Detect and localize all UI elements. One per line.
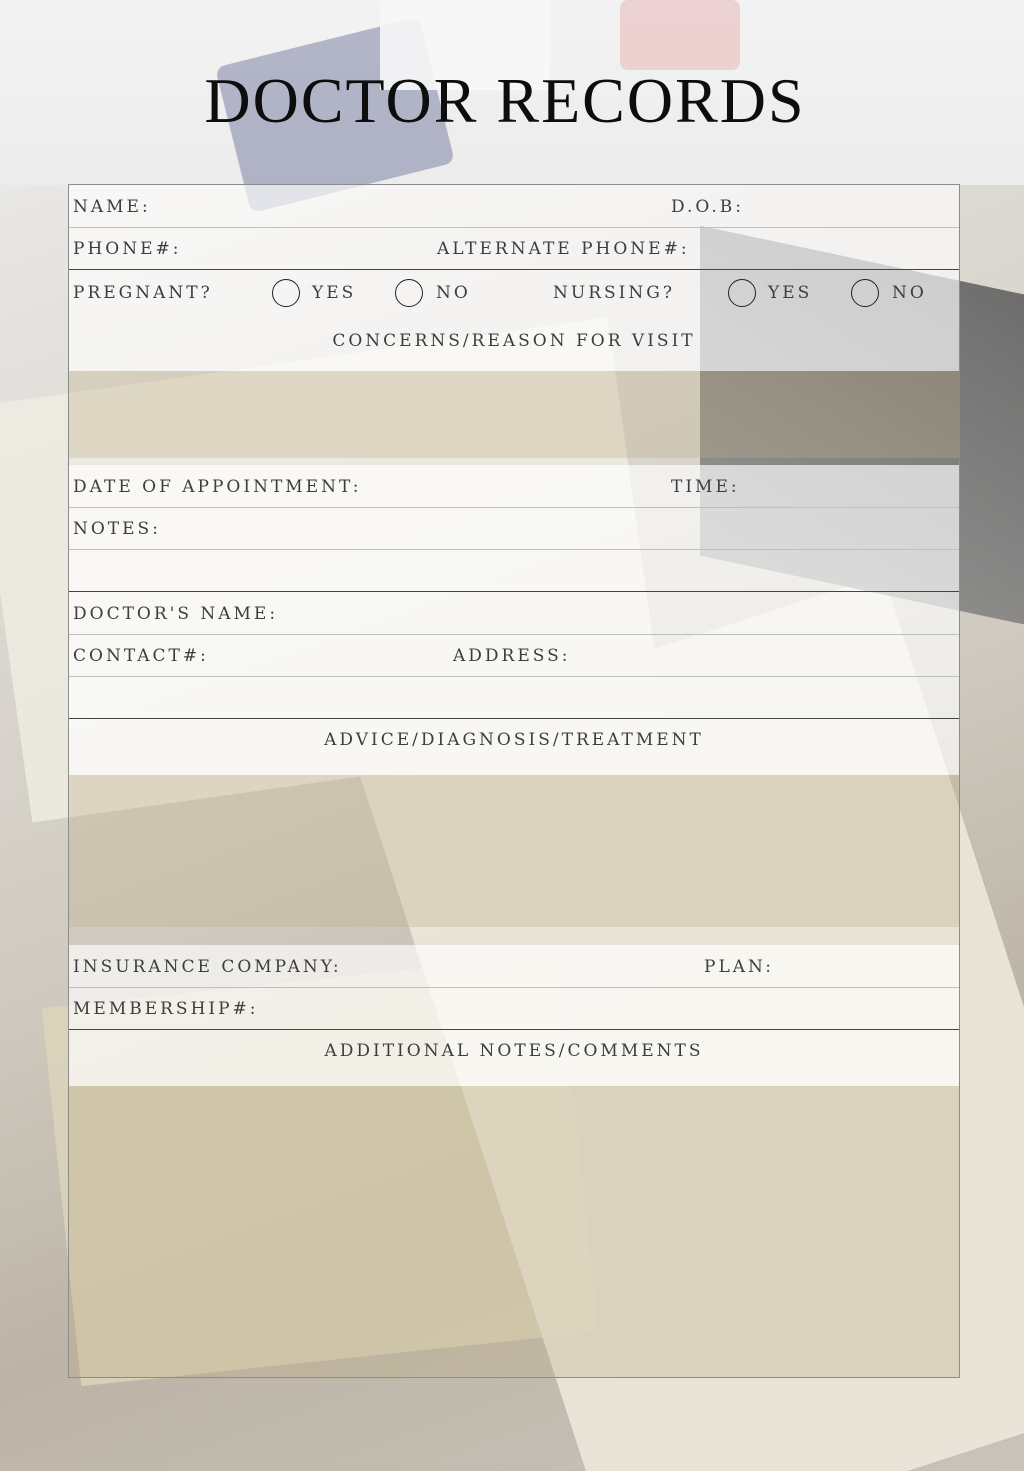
phone-row[interactable] <box>69 227 959 270</box>
insurance-company-label: INSURANCE COMPANY: <box>73 957 342 977</box>
membership-row[interactable] <box>69 987 959 1030</box>
plan-label: PLAN: <box>704 957 775 977</box>
membership-label: MEMBERSHIP#: <box>73 999 259 1019</box>
notes-line-2[interactable] <box>69 549 959 592</box>
doctor-name-label: DOCTOR'S NAME: <box>73 604 279 624</box>
nursing-no-label: NO <box>892 283 927 303</box>
pregnant-no-radio[interactable] <box>395 279 423 307</box>
time-label: TIME: <box>671 477 740 497</box>
concerns-heading: CONCERNS/REASON FOR VISIT <box>332 331 696 351</box>
notes-label: NOTES: <box>73 519 161 539</box>
doctor-name-row[interactable] <box>69 592 959 635</box>
nursing-no-radio[interactable] <box>851 279 879 307</box>
contact-address-row[interactable] <box>69 634 959 677</box>
notes-row[interactable] <box>69 507 959 550</box>
additional-heading: ADDITIONAL NOTES/COMMENTS <box>324 1041 704 1061</box>
address-label: ADDRESS: <box>453 646 571 666</box>
insurance-company-row[interactable] <box>69 945 959 988</box>
pregnant-yes-label: YES <box>312 283 357 303</box>
doctor-record-form <box>68 184 960 1378</box>
page-title: DOCTOR RECORDS <box>204 65 806 136</box>
advice-heading: ADVICE/DIAGNOSIS/TREATMENT <box>324 730 704 750</box>
pregnant-label: PREGNANT? <box>73 283 213 303</box>
pregnant-yes-radio[interactable] <box>272 279 300 307</box>
nursing-yes-radio[interactable] <box>728 279 756 307</box>
pregnant-nursing-row <box>69 270 959 316</box>
pregnant-no-label: NO <box>436 283 471 303</box>
contact-label: CONTACT#: <box>73 646 209 666</box>
concerns-textarea[interactable] <box>69 371 959 458</box>
nursing-label: NURSING? <box>553 283 675 303</box>
phone-label: PHONE#: <box>73 239 182 259</box>
appointment-date-row[interactable] <box>69 465 959 508</box>
alternate-phone-label: ALTERNATE PHONE#: <box>437 239 690 259</box>
advice-textarea[interactable] <box>69 775 959 927</box>
nursing-yes-label: YES <box>768 283 813 303</box>
name-row[interactable] <box>69 185 959 228</box>
additional-notes-textarea[interactable] <box>69 1086 959 1377</box>
appointment-date-label: DATE OF APPOINTMENT: <box>73 477 362 497</box>
address-line-2[interactable] <box>69 676 959 719</box>
name-label: NAME: <box>73 197 151 217</box>
dob-label: D.O.B: <box>671 197 744 217</box>
